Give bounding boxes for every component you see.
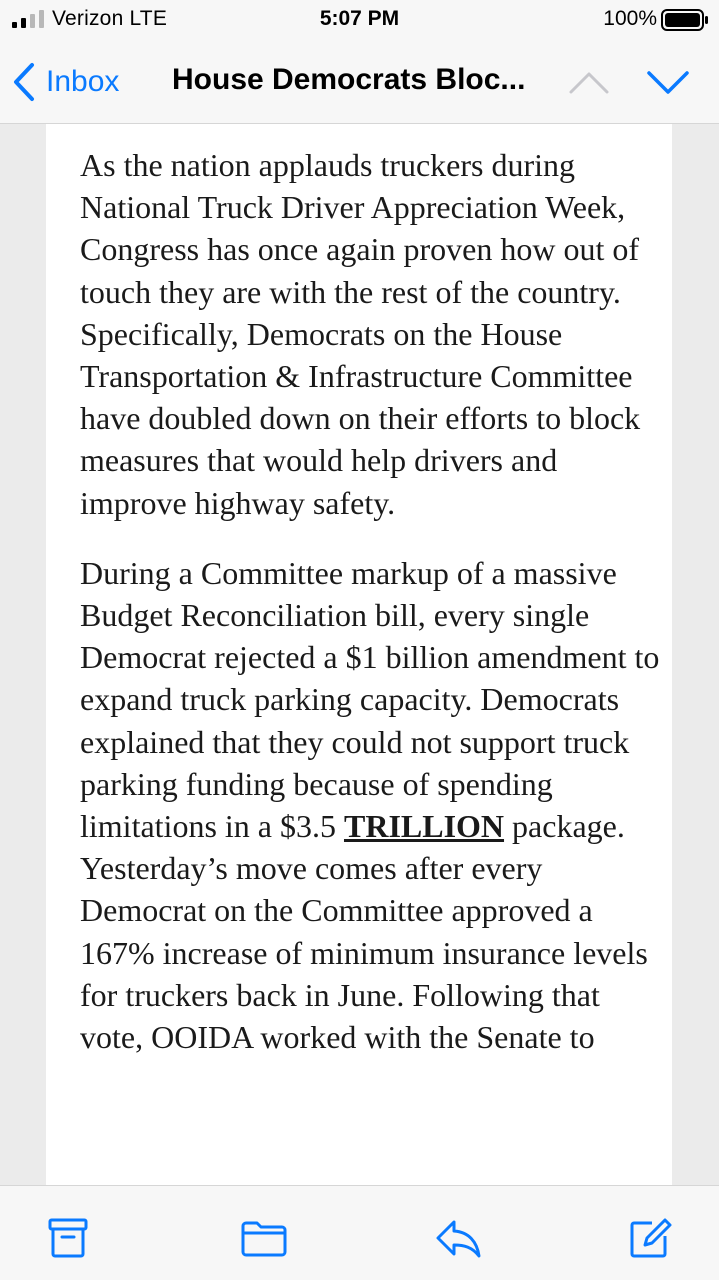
email-paragraph-2 [80,552,660,1058]
chevron-left-icon [12,62,36,102]
battery-percentage: 100% [603,7,657,30]
compose-button[interactable] [626,1216,674,1260]
status-bar [0,0,719,40]
compose-icon [626,1216,674,1260]
move-to-folder-button[interactable] [240,1216,288,1260]
back-label: Inbox [46,65,120,98]
email-body [80,144,660,1086]
email-subject-title: House Democrats Bloc... [172,63,526,96]
archive-button[interactable] [44,1216,92,1260]
paragraph-2-text-start: During a Committee markup of a massive Budget Reconciliation bill, every single Democrat rejected a $1 billion amendment to expand truck parking capacity. Democrats explained that they could not support truck parking funding because of spending limitations in a $3.5 [80,554,660,845]
folder-icon [240,1216,288,1260]
bottom-toolbar [0,1185,719,1280]
trillion-emphasis: TRILLION [343,808,505,845]
carrier-label: Verizon LTE [52,7,168,30]
email-paragraph-1: As the nation applauds truckers during National Truck Driver Appreciation Week, Congress has once again proven how out of touch they are with the rest of the country. Specifically, Democrats on the House Transportation & Infrastructure Committee have doubled down on their efforts to block measures that would help drivers and improve highway safety. [80,147,641,521]
previous-message-chevron-up-icon[interactable] [568,64,610,100]
clock: 5:07 PM [319,7,400,30]
archive-icon [44,1216,92,1260]
back-to-inbox-button[interactable] [12,60,119,104]
next-message-chevron-down-icon[interactable] [646,64,690,100]
navigation-bar [0,40,719,124]
battery-icon [661,9,709,31]
paragraph-2-text-end: package. Yesterday’s move comes after every Democrat on the Committee approved a 167% increase of minimum insurance levels for truckers back in June. Following that vote, OOIDA worked with the Senate to [80,808,648,1056]
reply-button[interactable] [434,1216,482,1260]
reply-icon [434,1216,482,1260]
